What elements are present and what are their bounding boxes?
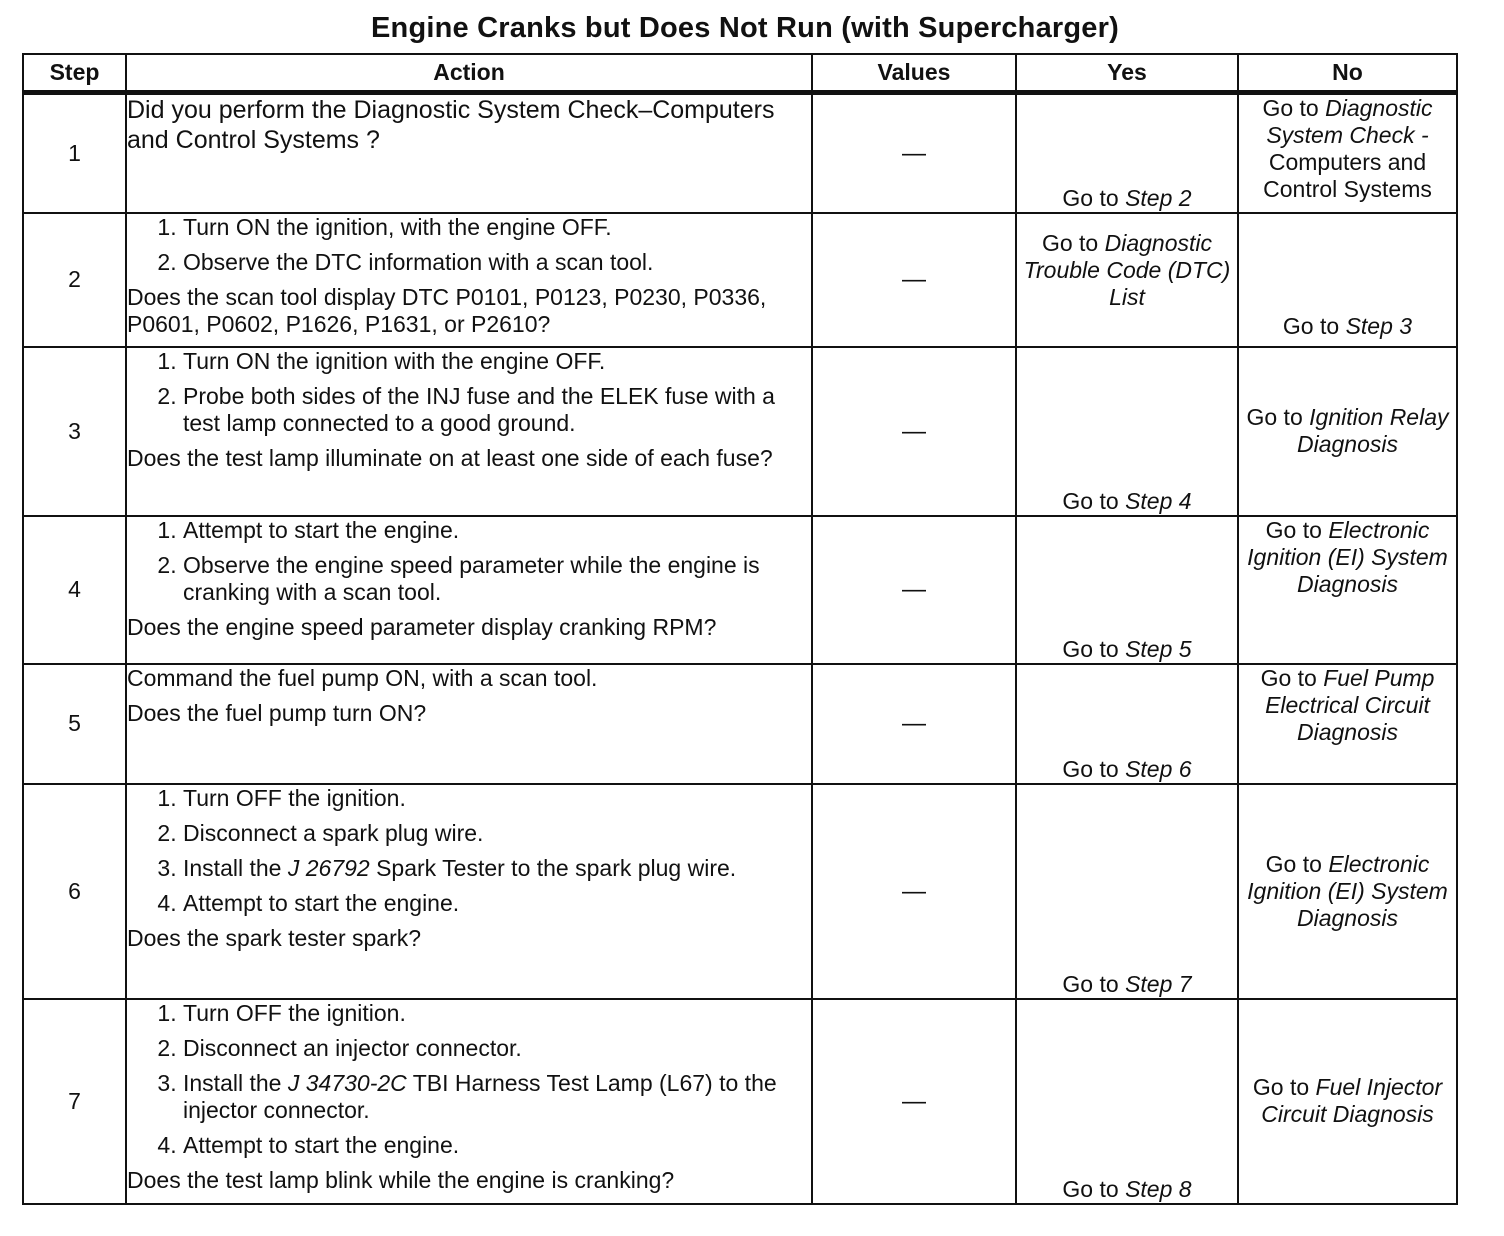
yes-prefix: Go to	[1062, 635, 1126, 662]
no-prefix: Go to	[1260, 664, 1324, 691]
action-step-item: 1. Turn ON the ignition with the engine OFF.	[183, 348, 811, 375]
no-prefix: Go to	[1265, 516, 1329, 543]
action-question: Does the test lamp blink while the engine is cranking?	[127, 1166, 675, 1193]
action-cell	[126, 347, 812, 516]
action-step-item: 1. Turn ON the ignition, with the engine OFF.	[183, 214, 811, 241]
no-prefix: Go to	[1246, 404, 1310, 430]
action-cell	[126, 664, 812, 784]
action-cell	[126, 93, 812, 213]
yes-link[interactable]: Step 7	[1125, 970, 1192, 997]
header-step: Step	[23, 54, 126, 93]
value-cell: —	[812, 516, 1016, 664]
yes-cell	[1016, 516, 1238, 664]
yes-prefix: Go to	[1062, 487, 1126, 514]
yes-link[interactable]: Step 2	[1125, 184, 1192, 211]
action-cell	[126, 999, 812, 1204]
header-no: No	[1238, 54, 1457, 93]
table-row-step-6	[23, 784, 1457, 999]
action-step-item	[183, 855, 811, 882]
no-prefix: Go to	[1282, 312, 1346, 339]
header-row	[23, 54, 1457, 93]
header-values: Values	[812, 54, 1016, 93]
yes-prefix: Go to	[1041, 229, 1105, 256]
no-link[interactable]: Diagnostic System Check -	[1266, 95, 1433, 148]
table-row-step-4	[23, 516, 1457, 664]
action-step-item	[183, 1070, 811, 1124]
page-title: Engine Cranks but Does Not Run (with Supercharger)	[371, 12, 1119, 44]
action-step-item: 2. Observe the DTC information with a scan tool.	[183, 249, 811, 276]
action-step-item: 1. Turn OFF the ignition.	[183, 1000, 811, 1027]
tool-number: J 26792	[287, 854, 370, 881]
step-number: 3	[23, 347, 126, 516]
step-text: Install the	[183, 1069, 288, 1096]
yes-cell	[1016, 664, 1238, 784]
action-question: Does the engine speed parameter display cranking RPM?	[127, 613, 717, 640]
yes-prefix: Go to	[1062, 184, 1126, 211]
yes-link[interactable]: Step 5	[1125, 635, 1192, 662]
header-yes: Yes	[1016, 54, 1238, 93]
yes-cell	[1016, 784, 1238, 999]
table-row-step-5	[23, 664, 1457, 784]
step-number: 7	[23, 999, 126, 1204]
yes-cell	[1016, 347, 1238, 516]
action-step-item: 2. Disconnect an injector connector.	[183, 1035, 811, 1062]
step-number: 6	[23, 784, 126, 999]
action-steps	[127, 517, 811, 606]
value-cell: —	[812, 999, 1016, 1204]
step-number: 5	[23, 664, 126, 784]
yes-link[interactable]: Step 8	[1125, 1175, 1192, 1202]
value-cell: —	[812, 664, 1016, 784]
value-cell: —	[812, 347, 1016, 516]
action-question: Does the test lamp illuminate on at least one side of each fuse?	[127, 444, 773, 471]
diagnostic-table	[22, 53, 1458, 1205]
header-action: Action	[126, 54, 812, 93]
action-question: Does the spark tester spark?	[127, 924, 422, 951]
no-cell	[1238, 664, 1457, 784]
action-step-item: 4. Attempt to start the engine.	[183, 1132, 811, 1159]
action-step-item: 1. Attempt to start the engine.	[183, 517, 811, 544]
no-cell	[1238, 213, 1457, 347]
action-steps	[127, 348, 811, 437]
no-prefix: Go to	[1262, 95, 1326, 121]
no-cell	[1238, 784, 1457, 999]
no-link[interactable]: Step 3	[1345, 312, 1413, 339]
action-cell	[126, 784, 812, 999]
no-link[interactable]: Ignition Relay Diagnosis	[1297, 404, 1449, 457]
step-number: 4	[23, 516, 126, 664]
yes-prefix: Go to	[1062, 755, 1126, 782]
step-text: Install the	[183, 854, 288, 881]
table-row-step-3	[23, 347, 1457, 516]
no-cell	[1238, 999, 1457, 1204]
step-number: 2	[23, 213, 126, 347]
yes-link[interactable]: Step 4	[1125, 487, 1192, 514]
table-row-step-2	[23, 213, 1457, 347]
yes-cell	[1016, 213, 1238, 347]
action-cell	[126, 213, 812, 347]
action-step-item: 1. Turn OFF the ignition.	[183, 785, 811, 812]
table-row-step-7	[23, 999, 1457, 1204]
no-cell	[1238, 516, 1457, 664]
yes-cell	[1016, 999, 1238, 1204]
action-question: Does the fuel pump turn ON?	[127, 699, 427, 726]
no-prefix: Go to	[1265, 850, 1329, 877]
yes-prefix: Go to	[1062, 970, 1126, 997]
yes-link[interactable]: Step 6	[1125, 755, 1192, 782]
action-step-item: 2. Probe both sides of the INJ fuse and the ELEK fuse with a test lamp connected to a good ground.	[183, 383, 811, 437]
yes-prefix: Go to	[1062, 1175, 1126, 1202]
no-suffix: Computers and Control Systems	[1263, 149, 1432, 202]
step-number: 1	[23, 93, 126, 213]
step-text: Spark Tester to the spark plug wire.	[369, 854, 737, 881]
tool-number: J 34730-2C	[287, 1069, 407, 1096]
action-step-item: 2. Disconnect a spark plug wire.	[183, 820, 811, 847]
no-link[interactable]: Electronic Ignition (EI) System Diagnosis	[1247, 516, 1448, 597]
action-step-item: 2. Observe the engine speed parameter while the engine is cranking with a scan tool.	[183, 552, 811, 606]
yes-cell	[1016, 93, 1238, 213]
table-row-step-1	[23, 93, 1457, 213]
action-steps	[127, 214, 811, 276]
action-step-item: 4. Attempt to start the engine.	[183, 890, 811, 917]
action-steps	[127, 1000, 811, 1159]
no-prefix: Go to	[1252, 1074, 1316, 1100]
step-text: TBI Harness Test Lamp (L67) to the injector connector.	[183, 1069, 777, 1123]
value-cell: —	[812, 93, 1016, 213]
action-cell	[126, 516, 812, 664]
no-cell	[1238, 347, 1457, 516]
no-link[interactable]: Fuel Pump Electrical Circuit Diagnosis	[1265, 664, 1435, 745]
action-question: Does the scan tool display DTC P0101, P0123, P0230, P0336, P0601, P0602, P1626, P1631, or P2610?	[127, 283, 767, 337]
no-cell	[1238, 93, 1457, 213]
yes-link[interactable]: Diagnostic Trouble Code (DTC) List	[1023, 229, 1231, 310]
no-link[interactable]: Electronic Ignition (EI) System Diagnosis	[1247, 850, 1448, 931]
action-question: Did you perform the Diagnostic System Check–Computers and Control Systems ?	[127, 96, 775, 154]
value-cell: —	[812, 784, 1016, 999]
no-link[interactable]: Fuel Injector Circuit Diagnosis	[1261, 1074, 1443, 1127]
value-cell: —	[812, 213, 1016, 347]
action-instruction: Command the fuel pump ON, with a scan tool.	[127, 664, 598, 691]
action-steps	[127, 785, 811, 917]
